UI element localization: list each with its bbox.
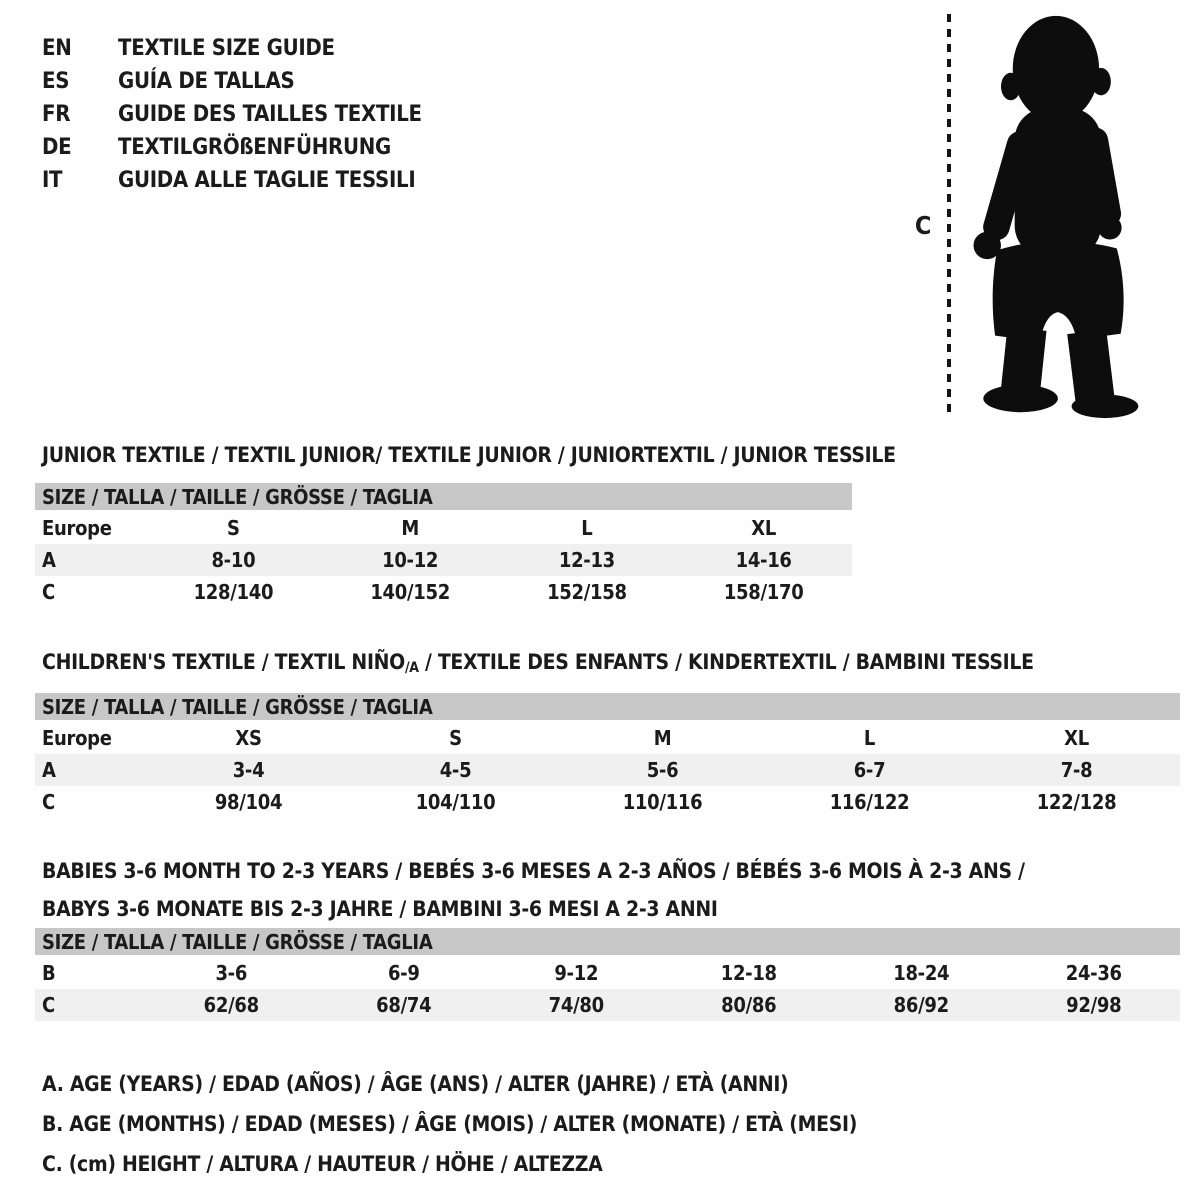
size-cell: 9-12 <box>554 961 599 985</box>
language-title: TEXTILGRÖßENFÜHRUNG <box>118 135 391 160</box>
language-title-list <box>42 32 422 197</box>
size-cell: L <box>863 726 876 750</box>
size-cell: 68/74 <box>376 993 432 1017</box>
size-table-section-junior <box>35 436 896 608</box>
size-cell: 4-5 <box>439 758 472 782</box>
row-label: A <box>42 548 56 572</box>
size-cell: 158/170 <box>723 580 804 604</box>
size-table <box>35 693 1180 818</box>
size-cell: 92/98 <box>1066 993 1122 1017</box>
language-title: TEXTILE SIZE GUIDE <box>118 36 335 61</box>
size-table <box>35 483 852 608</box>
legend <box>42 1064 857 1184</box>
language-code: DE <box>42 135 72 160</box>
language-code: ES <box>42 69 70 94</box>
table-row <box>35 957 1180 989</box>
section-title <box>42 643 1180 684</box>
language-row <box>42 32 422 65</box>
language-title: GUIDE DES TAILLES TEXTILE <box>118 102 422 127</box>
language-code: EN <box>42 36 72 61</box>
size-cell: S <box>227 516 240 540</box>
legend-line: B. AGE (MONTHS) / EDAD (MESES) / ÂGE (MOIS) / ALTER (MONATE) / ETÀ (MESI) <box>42 1112 858 1136</box>
section-title: BABIES 3-6 MONTH TO 2-3 YEARS / BEBÉS 3-6 MESES A 2-3 AÑOS / BÉBÉS 3-6 MOIS À 2-3 ANS / <box>42 859 1025 883</box>
language-row <box>42 164 422 197</box>
table-row <box>35 989 1180 1021</box>
language-row <box>42 98 422 131</box>
language-code: IT <box>42 168 63 193</box>
section-title-subscript: /A <box>404 660 419 676</box>
table-header-bar: SIZE / TALLA / TAILLE / GRÖSSE / TAGLIA <box>35 483 852 512</box>
size-cell: 3-4 <box>232 758 265 782</box>
size-cell: 128/140 <box>193 580 274 604</box>
size-cell: 12-18 <box>720 961 777 985</box>
language-row <box>42 131 422 164</box>
language-row <box>42 65 422 98</box>
size-cell: 98/104 <box>214 790 283 814</box>
row-label: C <box>42 993 55 1017</box>
size-cell: M <box>401 516 419 540</box>
toddler-silhouette-icon <box>956 10 1146 422</box>
row-label: C <box>42 580 55 604</box>
size-cell: 110/116 <box>622 790 703 814</box>
row-label: A <box>42 758 56 782</box>
height-measure-label: C <box>914 211 932 240</box>
section-title: JUNIOR TEXTILE / TEXTIL JUNIOR/ TEXTILE JUNIOR / JUNIORTEXTIL / JUNIOR TESSILE <box>42 443 896 467</box>
size-cell: 14-16 <box>735 548 792 572</box>
size-cell: 3-6 <box>215 961 248 985</box>
size-cell: M <box>653 726 672 750</box>
size-cell: 7-8 <box>1060 758 1093 782</box>
legend-line: A. AGE (YEARS) / EDAD (AÑOS) / ÂGE (ANS) / ALTER (JAHRE) / ETÀ (ANNI) <box>42 1072 789 1096</box>
table-header-bar: SIZE / TALLA / TAILLE / GRÖSSE / TAGLIA <box>35 928 1180 957</box>
size-cell: 12-13 <box>558 548 615 572</box>
height-measure-dashed-line <box>947 14 951 417</box>
table-row <box>35 576 852 608</box>
legend-line: C. (cm) HEIGHT / ALTURA / HAUTEUR / HÖHE / ALTEZZA <box>42 1152 603 1176</box>
size-cell: 152/158 <box>547 580 627 604</box>
size-cell: 6-9 <box>387 961 420 985</box>
size-cell: 86/92 <box>893 993 949 1017</box>
size-cell: 8-10 <box>211 548 256 572</box>
table-row <box>35 786 1180 818</box>
language-title: GUIDA ALLE TAGLIE TESSILI <box>118 168 416 193</box>
size-cell: XS <box>235 726 262 750</box>
table-row <box>35 512 852 544</box>
table-row <box>35 722 1180 754</box>
size-table-section-children <box>35 643 1180 818</box>
language-title: GUÍA DE TALLAS <box>118 69 295 94</box>
size-cell: 10-12 <box>382 548 439 572</box>
section-title-text: / TEXTILE DES ENFANTS / KINDERTEXTIL / BAMBINI TESSILE <box>418 650 1034 674</box>
table-header-bar: SIZE / TALLA / TAILLE / GRÖSSE / TAGLIA <box>35 693 1180 722</box>
size-cell: 6-7 <box>853 758 886 782</box>
section-title-text: CHILDREN'S TEXTILE / TEXTIL NIÑO <box>42 650 405 674</box>
size-cell: 74/80 <box>548 993 604 1017</box>
size-cell: 80/86 <box>721 993 777 1017</box>
section-title: BABYS 3-6 MONATE BIS 2-3 JAHRE / BAMBINI 3-6 MESI A 2-3 ANNI <box>42 897 718 921</box>
size-cell: S <box>449 726 462 750</box>
size-table <box>35 928 1180 1021</box>
language-code: FR <box>42 102 71 127</box>
size-cell: 122/128 <box>1036 790 1117 814</box>
row-label: Europe <box>42 516 112 540</box>
size-cell: 104/110 <box>415 790 496 814</box>
size-cell: 140/152 <box>370 580 450 604</box>
row-label: C <box>42 790 55 814</box>
size-cell: XL <box>1064 726 1089 750</box>
size-cell: 5-6 <box>646 758 679 782</box>
size-cell: L <box>581 516 593 540</box>
table-row <box>35 544 852 576</box>
toddler-silhouette-shape <box>974 16 1139 418</box>
size-table-section-babies <box>35 852 1180 1021</box>
size-cell: XL <box>751 516 776 540</box>
size-cell: 62/68 <box>203 993 259 1017</box>
row-label: Europe <box>42 726 112 750</box>
table-row <box>35 754 1180 786</box>
size-cell: 116/122 <box>829 790 910 814</box>
row-label: B <box>42 961 56 985</box>
size-cell: 24-36 <box>1065 961 1122 985</box>
size-cell: 18-24 <box>893 961 950 985</box>
